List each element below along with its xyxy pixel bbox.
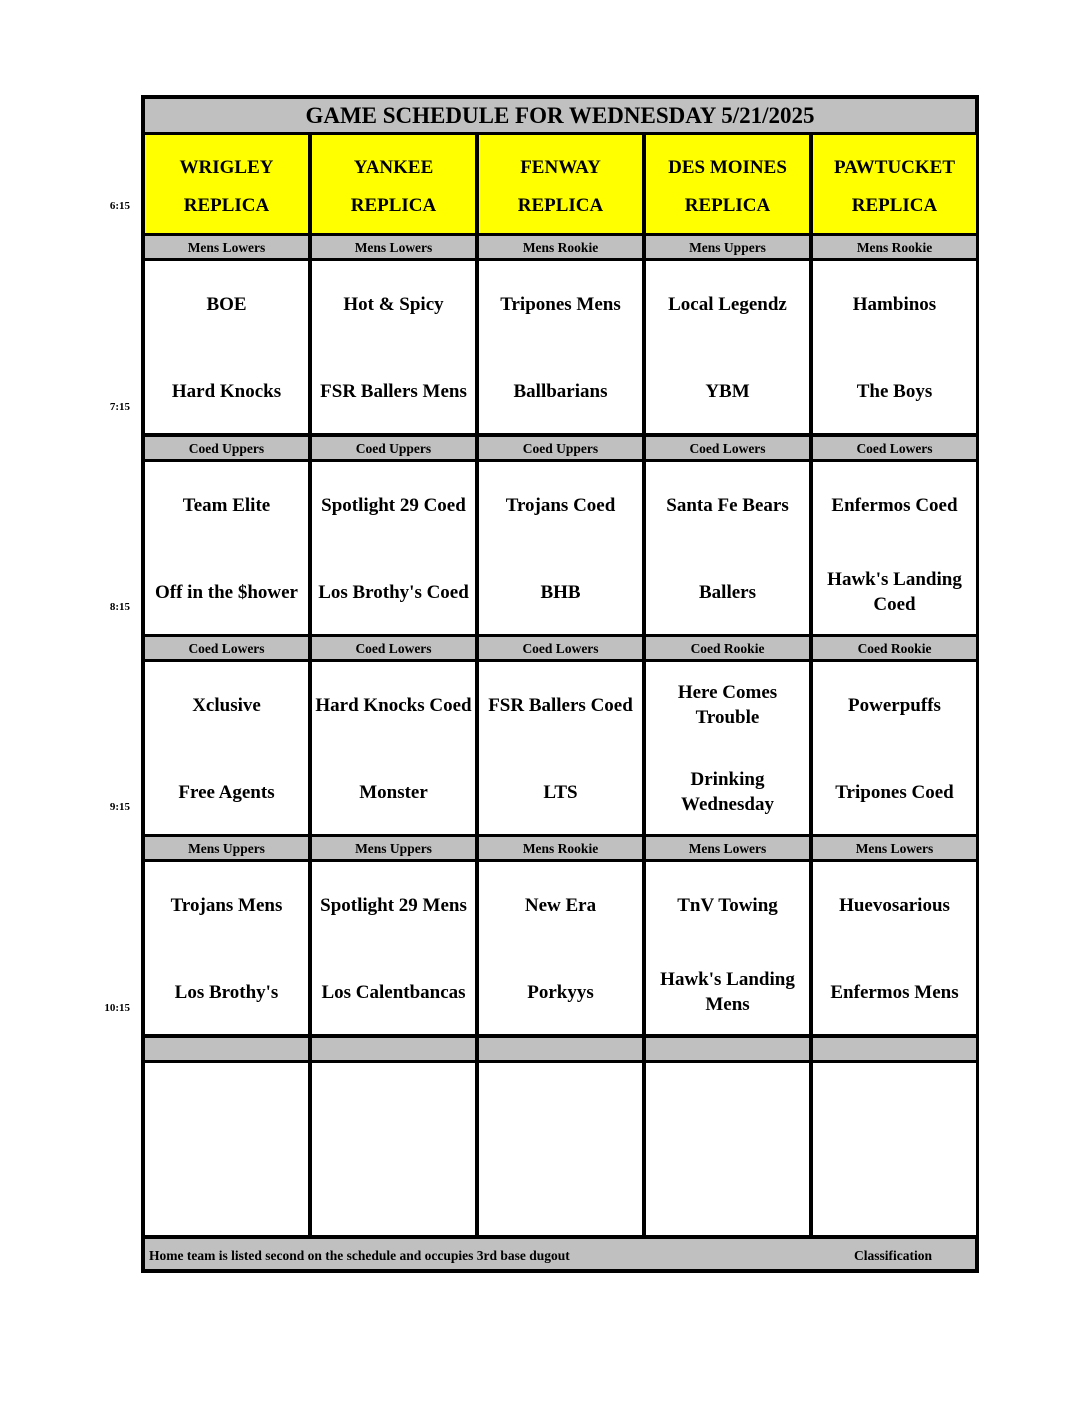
home-team: BHB	[540, 581, 581, 603]
time-label: 10:15	[104, 1002, 130, 1014]
footer-note: Home team is listed second on the schedule and occupies 3rd base dugout	[149, 1248, 570, 1263]
game-cell	[813, 261, 976, 433]
venue-header	[312, 135, 475, 233]
venue-type: REPLICA	[684, 195, 771, 216]
away-team: Trojans Coed	[505, 494, 616, 516]
game-cell	[646, 261, 809, 433]
home-team: Free Agents	[178, 781, 275, 803]
classification-cell: Coed Lowers	[813, 437, 976, 459]
away-team: TnV Towing	[677, 894, 778, 916]
away-team: Hot & Spicy	[343, 293, 444, 315]
game-cell	[312, 462, 475, 634]
classification-cell: Coed Lowers	[646, 437, 809, 459]
home-team: Drinking Wednesday	[681, 769, 774, 815]
home-team: Los Brothy's	[174, 981, 279, 1003]
home-team	[813, 1163, 976, 1223]
game-cell	[479, 462, 642, 634]
away-team: Team Elite	[182, 494, 271, 516]
home-team: Porkyys	[527, 981, 594, 1003]
game-cell	[646, 662, 809, 834]
venue-header	[646, 135, 809, 233]
time-label: 9:15	[109, 801, 130, 813]
home-team	[312, 1163, 475, 1223]
venue-type: REPLICA	[350, 195, 437, 216]
time-label: 7:15	[109, 401, 130, 413]
away-team: BOE	[206, 293, 247, 315]
venue-name: FENWAY	[520, 157, 601, 178]
home-team: Hawk's Landing Mens	[660, 969, 795, 1015]
classification-cell: Coed Uppers	[312, 437, 475, 459]
game-cell	[145, 862, 308, 1034]
venue-name: WRIGLEY	[179, 157, 274, 178]
classification-cell: Mens Rookie	[479, 837, 642, 859]
away-team: Trojans Mens	[170, 894, 283, 916]
home-team: Off in the $hower	[154, 581, 298, 603]
classification-cell	[145, 1038, 308, 1060]
game-cell	[145, 662, 308, 834]
away-team: Hambinos	[852, 293, 937, 315]
classification-cell: Coed Rookie	[646, 637, 809, 659]
home-team: Los Calentbancas	[321, 981, 466, 1003]
home-team: Ballers	[699, 581, 756, 603]
classification-cell	[312, 1038, 475, 1060]
venue-name: YANKEE	[353, 157, 434, 178]
venue-type: REPLICA	[183, 195, 270, 216]
game-cell	[479, 261, 642, 433]
classification-cell	[646, 1038, 809, 1060]
classification-cell: Coed Lowers	[479, 637, 642, 659]
home-team: LTS	[543, 781, 578, 803]
classification-cell	[813, 1038, 976, 1060]
classification-label: Classification	[854, 1248, 933, 1263]
away-team	[312, 1076, 475, 1136]
away-team: Huevosarious	[839, 894, 950, 916]
game-cell	[813, 1063, 976, 1235]
classification-cell: Mens Lowers	[646, 837, 809, 859]
venue-type: REPLICA	[517, 195, 604, 216]
away-team: Xclusive	[192, 694, 261, 716]
game-cell	[312, 1063, 475, 1235]
home-team: Ballbarians	[513, 380, 608, 402]
venue-name: PAWTUCKET	[833, 157, 956, 178]
venue-type: REPLICA	[851, 195, 938, 216]
classification-cell: Mens Uppers	[145, 837, 308, 859]
home-team: Los Brothy's Coed	[318, 581, 469, 603]
classification-cell: Mens Lowers	[145, 236, 308, 258]
away-team: Local Legendz	[668, 293, 787, 315]
time-label: 6:15	[109, 200, 130, 212]
home-team: FSR Ballers Mens	[320, 380, 467, 402]
classification-cell: Mens Rookie	[479, 236, 642, 258]
classification-cell: Coed Uppers	[145, 437, 308, 459]
footer-row	[145, 1239, 975, 1269]
classification-cell: Mens Uppers	[646, 236, 809, 258]
classification-cell: Coed Lowers	[145, 637, 308, 659]
game-cell	[145, 261, 308, 433]
game-cell	[312, 662, 475, 834]
away-team: Hard Knocks Coed	[315, 694, 472, 716]
away-team: Spotlight 29 Coed	[321, 494, 466, 516]
classification-cell: Mens Lowers	[813, 837, 976, 859]
time-label: 8:15	[109, 601, 130, 613]
classification-cell: Coed Rookie	[813, 637, 976, 659]
classification-cell: Coed Lowers	[312, 637, 475, 659]
away-team: Tripones Mens	[500, 293, 621, 315]
game-cell	[479, 662, 642, 834]
away-team: Here Comes Trouble	[677, 682, 778, 728]
home-team: Monster	[359, 781, 428, 803]
home-team	[145, 1163, 308, 1223]
schedule-title: GAME SCHEDULE FOR WEDNESDAY 5/21/2025	[145, 99, 975, 132]
game-cell	[813, 662, 976, 834]
away-team: New Era	[524, 894, 597, 916]
home-team	[479, 1163, 642, 1223]
classification-cell: Mens Lowers	[312, 236, 475, 258]
away-team	[479, 1076, 642, 1136]
home-team: Enfermos Mens	[830, 981, 959, 1003]
away-team: Spotlight 29 Mens	[320, 894, 467, 916]
game-cell	[312, 862, 475, 1034]
away-team	[145, 1076, 308, 1136]
game-cell	[479, 862, 642, 1034]
game-cell	[646, 862, 809, 1034]
home-team: Hard Knocks	[171, 380, 282, 402]
away-team	[646, 1076, 809, 1136]
game-cell	[646, 1063, 809, 1235]
away-team: Enfermos Coed	[831, 494, 958, 516]
home-team: The Boys	[856, 380, 933, 402]
classification-cell: Mens Uppers	[312, 837, 475, 859]
venue-header	[813, 135, 976, 233]
home-team	[646, 1163, 809, 1223]
game-cell	[813, 462, 976, 634]
schedule-table	[141, 95, 979, 1273]
game-cell	[813, 862, 976, 1034]
home-team: Tripones Coed	[835, 781, 954, 803]
game-cell	[646, 462, 809, 634]
classification-cell	[479, 1038, 642, 1060]
away-team: Santa Fe Bears	[666, 494, 789, 516]
home-team: Hawk's Landing Coed	[827, 569, 962, 615]
game-cell	[145, 1063, 308, 1235]
game-cell	[312, 261, 475, 433]
away-team: FSR Ballers Coed	[488, 694, 633, 716]
classification-cell: Coed Uppers	[479, 437, 642, 459]
venue-name: DES MOINES	[668, 157, 787, 178]
away-team: Powerpuffs	[848, 694, 941, 716]
away-team	[813, 1076, 976, 1136]
classification-cell: Mens Rookie	[813, 236, 976, 258]
venue-header	[145, 135, 308, 233]
venue-header	[479, 135, 642, 233]
game-cell	[479, 1063, 642, 1235]
home-team: YBM	[705, 380, 750, 402]
game-cell	[145, 462, 308, 634]
